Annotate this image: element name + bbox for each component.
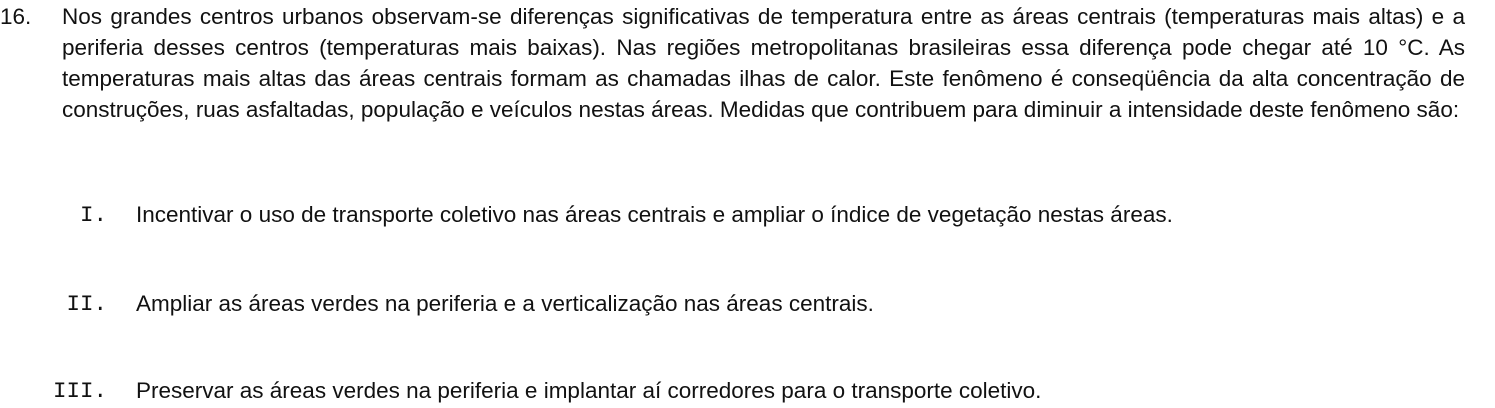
item-text: Ampliar as áreas verdes na periferia e a verticalização nas áreas centrais.	[136, 291, 874, 316]
list-item	[0, 374, 1495, 408]
item-text: Incentivar o uso de transporte coletivo nas áreas centrais e ampliar o índice de vegetação nestas áreas.	[136, 202, 1173, 227]
question-statement: Nos grandes centros urbanos observam-se diferenças significativas de temperatura entre as áreas centrais (temperaturas mais altas) e a periferia desses centros (temperaturas mais baixas). Nas regiões metropolitanas brasileiras essa diferença pode chegar até 10 °C. As temperaturas mais altas das áreas centrais formam as chamadas ilhas de calor. Este fenômeno é conseqüência da alta concentração de construções, ruas asfaltadas, população e veículos nestas áreas. Medidas que contribuem para diminuir a intensidade deste fenômeno são:	[62, 4, 1465, 122]
item-text: Preservar as áreas verdes na periferia e implantar aí corredores para o transporte coletivo.	[136, 378, 1042, 403]
question-number: 16.	[0, 4, 32, 29]
list-item	[0, 198, 1495, 232]
item-numeral: II.	[66, 291, 107, 317]
item-numeral: III.	[52, 378, 107, 404]
list-item	[0, 287, 1495, 321]
item-numeral: I.	[79, 202, 107, 228]
